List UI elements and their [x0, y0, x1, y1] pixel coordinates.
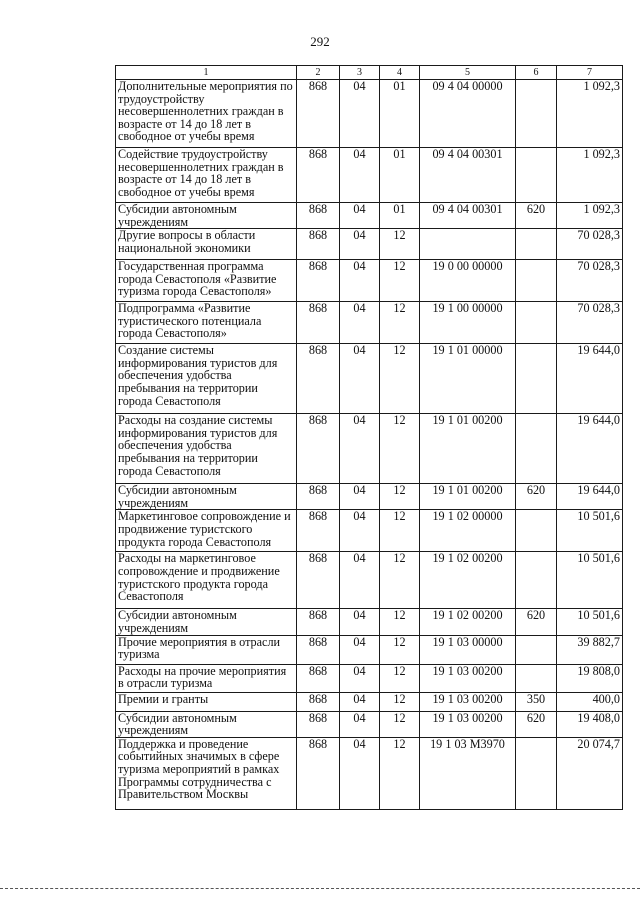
row-target-code: 19 0 00 00000	[420, 260, 516, 302]
row-ministry-code: 868	[297, 635, 340, 664]
row-subsection-code: 01	[380, 80, 420, 148]
row-amount: 70 028,3	[557, 302, 623, 344]
row-amount: 19 644,0	[557, 414, 623, 484]
table-row	[116, 260, 623, 302]
row-name: Создание системы информирования туристов для обеспечения удобства пребывания на территории города Севастополя	[116, 344, 297, 414]
row-ministry-code: 868	[297, 737, 340, 809]
row-target-code: 19 1 01 00000	[420, 344, 516, 414]
row-name: Маркетинговое сопровождение и продвижение туристского продукта города Севастополя	[116, 510, 297, 552]
row-section-code: 04	[340, 229, 380, 260]
table-row	[116, 711, 623, 737]
row-subsection-code: 01	[380, 148, 420, 203]
column-header: 6	[516, 66, 557, 80]
row-amount: 400,0	[557, 692, 623, 711]
row-expense-type	[516, 664, 557, 692]
row-name: Субсидии автономным учреждениям	[116, 484, 297, 510]
column-header: 7	[557, 66, 623, 80]
table-row	[116, 414, 623, 484]
row-expense-type: 620	[516, 711, 557, 737]
row-amount: 39 882,7	[557, 635, 623, 664]
column-header: 5	[420, 66, 516, 80]
row-expense-type	[516, 148, 557, 203]
row-amount: 19 408,0	[557, 711, 623, 737]
row-section-code: 04	[340, 635, 380, 664]
row-expense-type: 350	[516, 692, 557, 711]
row-expense-type	[516, 344, 557, 414]
row-subsection-code: 12	[380, 552, 420, 609]
row-amount: 70 028,3	[557, 260, 623, 302]
row-ministry-code: 868	[297, 510, 340, 552]
row-section-code: 04	[340, 344, 380, 414]
row-name: Дополнительные мероприятия по трудоустройству несовершеннолетних граждан в возрасте от 14 до 18 лет в свободное от учебы время	[116, 80, 297, 148]
row-section-code: 04	[340, 414, 380, 484]
table-row	[116, 80, 623, 148]
row-expense-type: 620	[516, 609, 557, 635]
row-ministry-code: 868	[297, 80, 340, 148]
row-target-code: 19 1 00 00000	[420, 302, 516, 344]
row-section-code: 04	[340, 664, 380, 692]
table-row	[116, 344, 623, 414]
table-row	[116, 692, 623, 711]
row-ministry-code: 868	[297, 609, 340, 635]
row-section-code: 04	[340, 552, 380, 609]
row-amount: 70 028,3	[557, 229, 623, 260]
page-number: 292	[310, 34, 330, 49]
row-expense-type	[516, 510, 557, 552]
row-expense-type: 620	[516, 203, 557, 229]
row-ministry-code: 868	[297, 260, 340, 302]
row-target-code	[420, 229, 516, 260]
row-ministry-code: 868	[297, 148, 340, 203]
row-name: Подпрограмма «Развитие туристического потенциала города Севастополя»	[116, 302, 297, 344]
row-target-code: 19 1 03 00200	[420, 664, 516, 692]
row-section-code: 04	[340, 609, 380, 635]
table-row	[116, 609, 623, 635]
row-expense-type	[516, 737, 557, 809]
table-row	[116, 302, 623, 344]
row-expense-type	[516, 229, 557, 260]
row-amount: 10 501,6	[557, 510, 623, 552]
row-subsection-code: 12	[380, 302, 420, 344]
row-subsection-code: 12	[380, 635, 420, 664]
row-ministry-code: 868	[297, 552, 340, 609]
row-target-code: 09 4 04 00301	[420, 148, 516, 203]
row-target-code: 19 1 03 00200	[420, 692, 516, 711]
row-section-code: 04	[340, 510, 380, 552]
row-section-code: 04	[340, 148, 380, 203]
row-expense-type	[516, 414, 557, 484]
row-target-code: 09 4 04 00000	[420, 80, 516, 148]
row-subsection-code: 12	[380, 260, 420, 302]
row-subsection-code: 12	[380, 692, 420, 711]
table-row	[116, 484, 623, 510]
budget-table	[115, 65, 623, 810]
row-name: Государственная программа города Севастополя «Развитие туризма города Севастополя»	[116, 260, 297, 302]
row-ministry-code: 868	[297, 344, 340, 414]
row-target-code: 19 1 02 00200	[420, 552, 516, 609]
row-section-code: 04	[340, 484, 380, 510]
row-target-code: 19 1 01 00200	[420, 414, 516, 484]
row-amount: 20 074,7	[557, 737, 623, 809]
row-target-code: 19 1 03 00200	[420, 711, 516, 737]
row-target-code: 19 1 03 М3970	[420, 737, 516, 809]
row-ministry-code: 868	[297, 203, 340, 229]
row-amount: 10 501,6	[557, 552, 623, 609]
row-ministry-code: 868	[297, 229, 340, 260]
row-target-code: 09 4 04 00301	[420, 203, 516, 229]
row-name: Субсидии автономным учреждениям	[116, 609, 297, 635]
row-section-code: 04	[340, 260, 380, 302]
row-section-code: 04	[340, 80, 380, 148]
row-name: Субсидии автономным учреждениям	[116, 203, 297, 229]
row-subsection-code: 12	[380, 609, 420, 635]
row-expense-type: 620	[516, 484, 557, 510]
row-ministry-code: 868	[297, 692, 340, 711]
row-section-code: 04	[340, 711, 380, 737]
row-name: Премии и гранты	[116, 692, 297, 711]
row-target-code: 19 1 02 00200	[420, 609, 516, 635]
table-row	[116, 737, 623, 809]
row-name: Расходы на маркетинговое сопровождение и продвижение туристского продукта города Севастополя	[116, 552, 297, 609]
page-bottom-rule	[0, 888, 640, 889]
column-header: 2	[297, 66, 340, 80]
column-header: 1	[116, 66, 297, 80]
column-header: 4	[380, 66, 420, 80]
row-ministry-code: 868	[297, 484, 340, 510]
row-expense-type	[516, 302, 557, 344]
row-expense-type	[516, 80, 557, 148]
row-subsection-code: 12	[380, 229, 420, 260]
row-expense-type	[516, 552, 557, 609]
row-name: Расходы на создание системы информирования туристов для обеспечения удобства пребывания на территории города Севастополя	[116, 414, 297, 484]
table-row	[116, 664, 623, 692]
row-amount: 19 644,0	[557, 344, 623, 414]
row-amount: 19 644,0	[557, 484, 623, 510]
row-section-code: 04	[340, 203, 380, 229]
row-name: Расходы на прочие мероприятия в отрасли туризма	[116, 664, 297, 692]
row-subsection-code: 12	[380, 344, 420, 414]
table-row	[116, 510, 623, 552]
row-ministry-code: 868	[297, 711, 340, 737]
row-name: Содействие трудоустройству несовершеннолетних граждан в возрасте от 14 до 18 лет в свободное от учебы время	[116, 148, 297, 203]
table-row	[116, 635, 623, 664]
table-row	[116, 203, 623, 229]
row-name: Субсидии автономным учреждениям	[116, 711, 297, 737]
row-amount: 1 092,3	[557, 80, 623, 148]
row-amount: 19 808,0	[557, 664, 623, 692]
table-row	[116, 229, 623, 260]
row-subsection-code: 12	[380, 711, 420, 737]
row-ministry-code: 868	[297, 414, 340, 484]
row-amount: 1 092,3	[557, 203, 623, 229]
row-target-code: 19 1 02 00000	[420, 510, 516, 552]
row-ministry-code: 868	[297, 302, 340, 344]
row-target-code: 19 1 03 00000	[420, 635, 516, 664]
table-row	[116, 552, 623, 609]
row-subsection-code: 12	[380, 414, 420, 484]
row-section-code: 04	[340, 692, 380, 711]
row-name: Другие вопросы в области национальной экономики	[116, 229, 297, 260]
table-row	[116, 148, 623, 203]
row-ministry-code: 868	[297, 664, 340, 692]
row-subsection-code: 12	[380, 737, 420, 809]
header-row	[116, 66, 623, 80]
row-subsection-code: 12	[380, 510, 420, 552]
row-subsection-code: 12	[380, 484, 420, 510]
row-subsection-code: 01	[380, 203, 420, 229]
row-name: Прочие мероприятия в отрасли туризма	[116, 635, 297, 664]
row-section-code: 04	[340, 737, 380, 809]
row-amount: 10 501,6	[557, 609, 623, 635]
row-target-code: 19 1 01 00200	[420, 484, 516, 510]
row-name: Поддержка и проведение событийных значимых в сфере туризма мероприятий в рамках Программы сотрудничества с Правительством Москвы	[116, 737, 297, 809]
column-header: 3	[340, 66, 380, 80]
row-expense-type	[516, 635, 557, 664]
row-expense-type	[516, 260, 557, 302]
row-amount: 1 092,3	[557, 148, 623, 203]
row-section-code: 04	[340, 302, 380, 344]
row-subsection-code: 12	[380, 664, 420, 692]
